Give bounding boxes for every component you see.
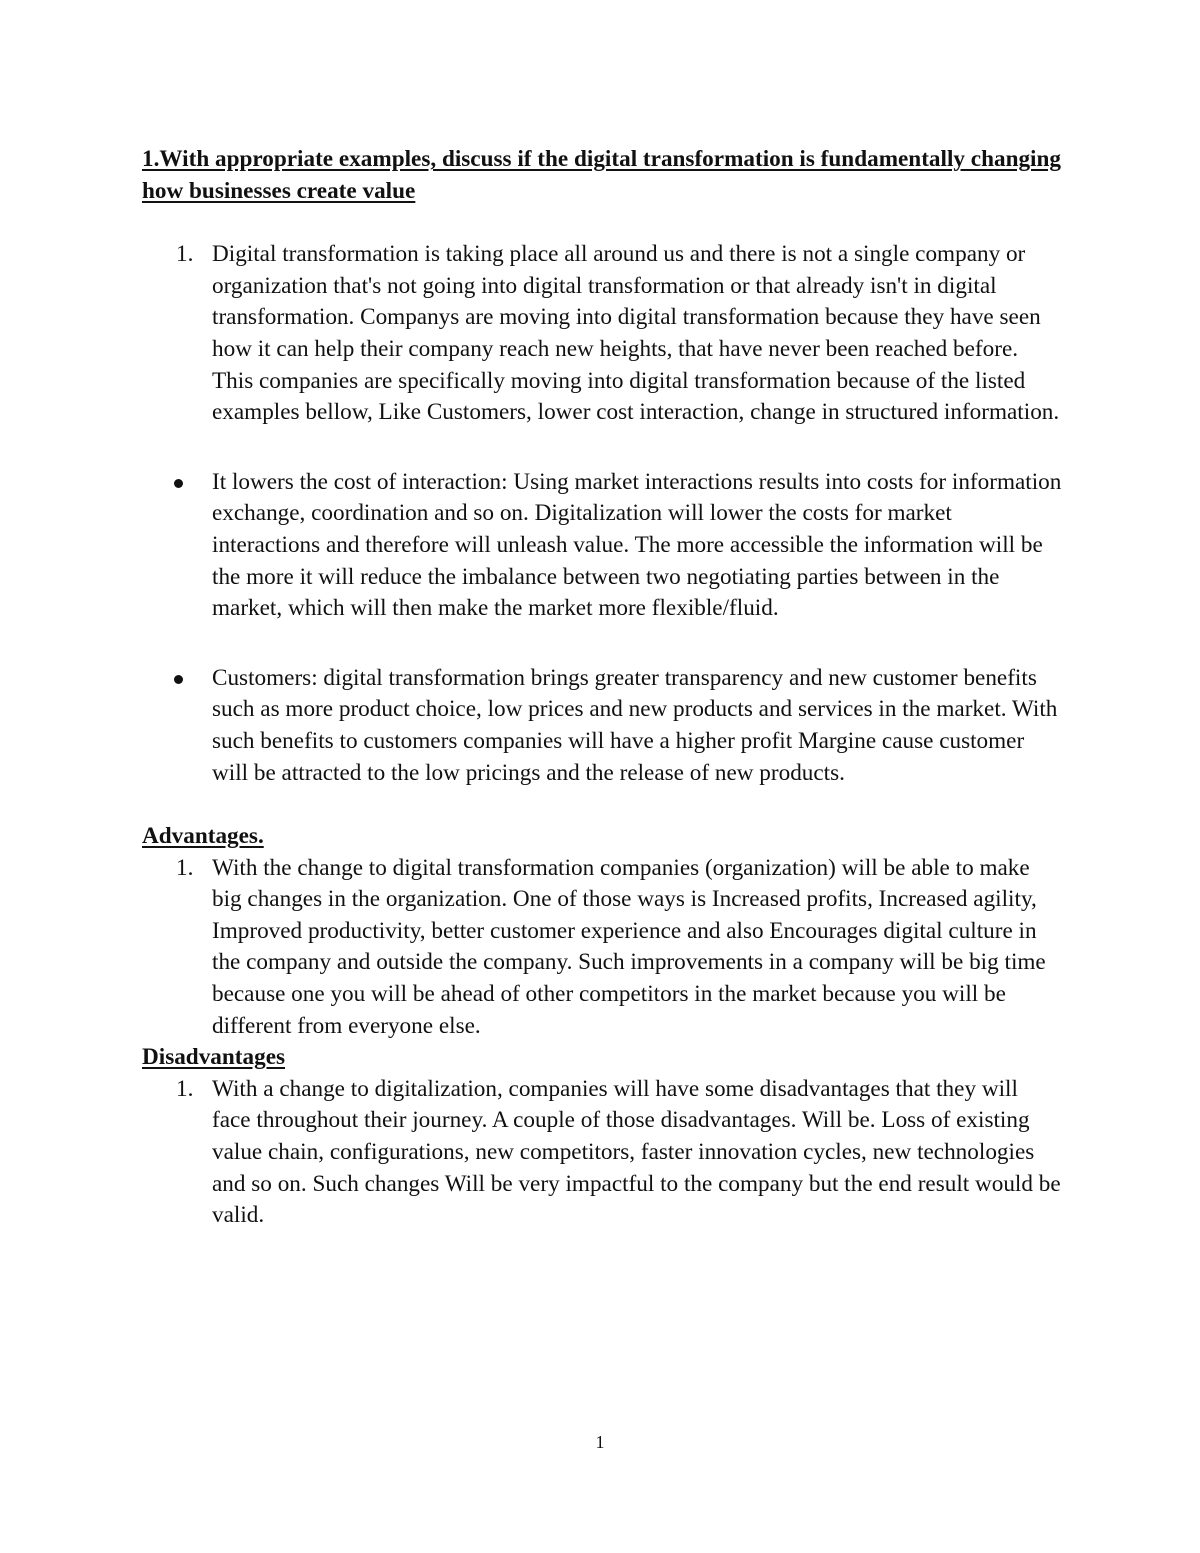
advantages-text: With the change to digital transformation companies (organization) will be able to make big changes in the organization. One of those ways is Increased profits, Increased agility, Improved productivity, better customer experience and also Encourages digital culture in the company and outside the company. Such improvements in a company will be big time because one you will be ahead of other competitors in the market because you will be different from everyone else. — [212, 854, 1046, 1039]
document-title: 1.With appropriate examples, discuss if the digital transformation is fundamentally changing how businesses create value — [142, 146, 1061, 204]
bullet-icon — [174, 675, 183, 684]
advantages-list-item — [142, 853, 1062, 1043]
bullet-text: It lowers the cost of interaction: Using market interactions results into costs for information exchange, coordination and so on. Digitalization will lower the costs for market interactions and therefore will unleash value. The more accessible the information will be the more it will reduce the imbalance between two negotiating parties between in the market, which will then make the market more flexible/fluid. — [212, 468, 1062, 622]
list-number: 1. — [176, 1075, 194, 1102]
disadvantages-list-item — [142, 1074, 1062, 1232]
bullet-text: Customers: digital transformation brings greater transparency and new customer benefits such as more product choice, low prices and new products and services in the market. With such benefits to customers companies will have a higher profit Margine cause customer will be attracted to the low pricings and the release of new products. — [212, 664, 1058, 786]
list-number: 1. — [176, 854, 194, 881]
disadvantages-text: With a change to digitalization, companies will have some disadvantages that they will face throughout their journey. A couple of those disadvantages. Will be. Loss of existing value chain, configurations, new competitors, faster innovation cycles, new technologies and so on. Such changes Will be very impactful to the company but the end result would be valid. — [212, 1075, 1061, 1229]
intro-list-item — [142, 239, 1062, 429]
advantages-heading: Advantages. — [142, 823, 264, 850]
bullet-icon — [174, 479, 183, 488]
disadvantages-heading: Disadvantages — [142, 1044, 286, 1071]
bullet-item-customers — [142, 663, 1062, 789]
page-number: 1 — [595, 1432, 605, 1452]
intro-text: Digital transformation is taking place all around us and there is not a single company or organization that's not going into digital transformation or that already isn't in digital transformation. Companys are moving into digital transformation because they have seen how it can help their company reach new heights, that have never been reached before. This companies are specifically moving into digital transformation because of the listed examples bellow, Like Customers, lower cost interaction, change in structured information. — [212, 241, 1060, 426]
document-body — [142, 144, 1062, 1232]
bullet-item-cost-of-interaction — [142, 467, 1062, 625]
list-number: 1. — [176, 241, 194, 268]
